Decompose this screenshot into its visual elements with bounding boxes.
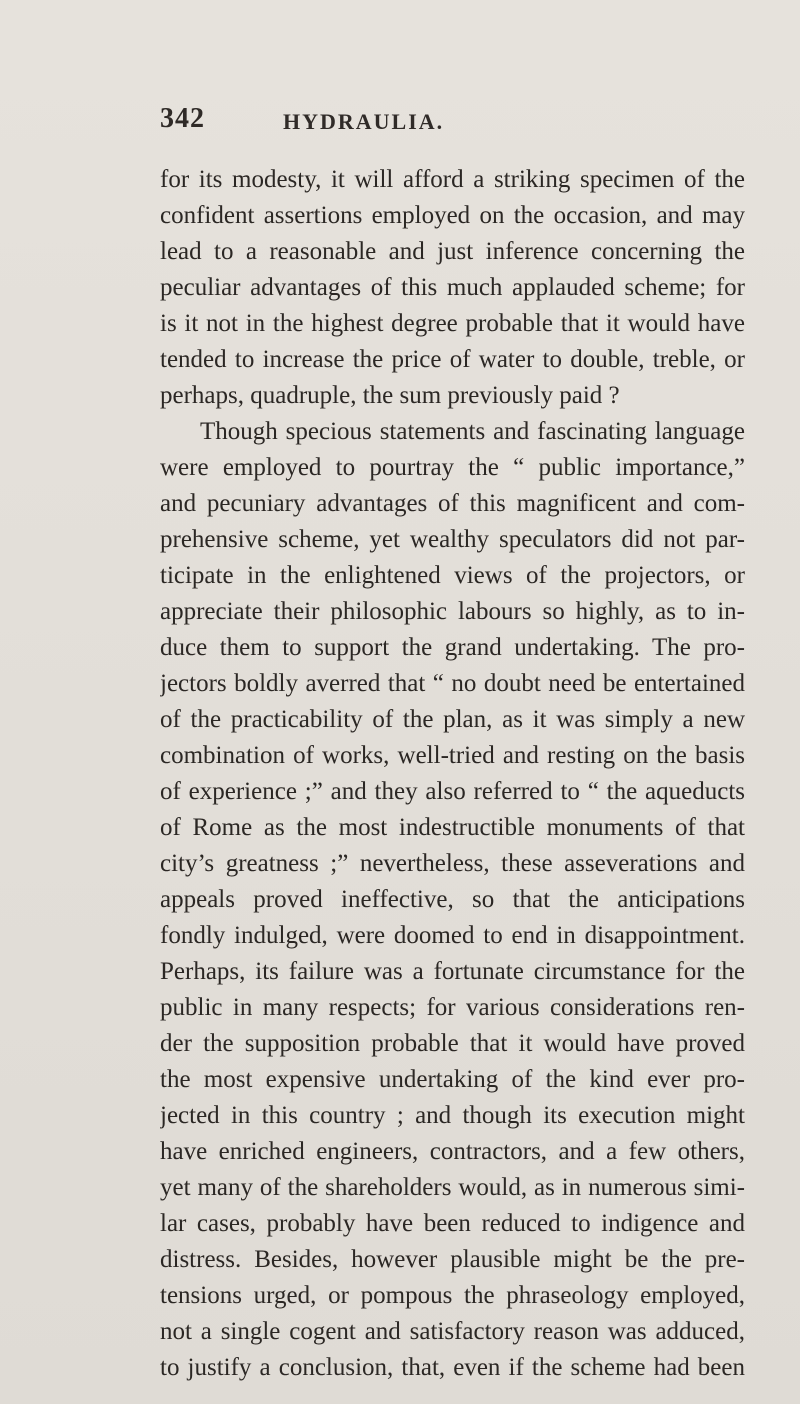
page-number: 342 [160,103,205,134]
body-text [160,160,745,1381]
text-line: of Rome as the most indestructible monuments of that [160,814,745,841]
text-line: fondly indulged, were doomed to end in disappointment. [160,922,745,949]
text-line: Though specious statements and fascinating language [200,418,745,445]
text-line: jectors boldly averred that “ no doubt need be entertained [160,670,745,697]
running-title: HYDRAULIA. [283,109,445,134]
text-line: tensions urged, or pompous the phraseology employed, [160,1282,745,1309]
text-line: Perhaps, its failure was a fortunate circumstance for the [160,958,745,985]
text-line: tended to increase the price of water to double, treble, or [160,346,745,373]
text-line: perhaps, quadruple, the sum previously paid ? [160,382,620,409]
text-line: is it not in the highest degree probable that it would have [160,310,745,337]
text-line: city’s greatness ;” nevertheless, these asseverations and [160,850,745,877]
text-line: of experience ;” and they also referred to “ the aqueducts [160,778,745,805]
text-line: distress. Besides, however plausible might be the pre- [160,1246,745,1273]
text-line: confident assertions employed on the occasion, and may [160,202,745,229]
text-line: the most expensive undertaking of the kind ever pro- [160,1066,745,1093]
text-line: peculiar advantages of this much applauded scheme; for [160,274,745,301]
text-line: prehensive scheme, yet wealthy speculators did not par- [160,526,745,553]
text-line: not a single cogent and satisfactory reason was adduced, [160,1318,745,1345]
text-line: public in many respects; for various considerations ren- [160,994,745,1021]
text-line: duce them to support the grand undertaking. The pro- [160,634,745,661]
text-line: for its modesty, it will afford a striking specimen of the [160,166,745,193]
text-line: ticipate in the enlightened views of the projectors, or [160,562,745,589]
text-line: combination of works, well-tried and resting on the basis [160,742,745,769]
text-line: der the supposition probable that it would have proved [160,1030,745,1057]
text-line: have enriched engineers, contractors, and a few others, [160,1138,745,1165]
text-line: were employed to pourtray the “ public importance,” [160,454,745,481]
text-line: and pecuniary advantages of this magnificent and com- [160,490,745,517]
text-line: of the practicability of the plan, as it was simply a new [160,706,745,733]
text-line: appeals proved ineffective, so that the anticipations [160,886,745,913]
text-line: lead to a reasonable and just inference concerning the [160,238,745,265]
running-head [160,103,720,147]
text-line: lar cases, probably have been reduced to indigence and [160,1210,745,1237]
text-line: jected in this country ; and though its execution might [160,1102,745,1129]
text-line: yet many of the shareholders would, as in numerous simi- [160,1174,745,1201]
text-line: appreciate their philosophic labours so highly, as to in- [160,598,745,625]
text-line: to justify a conclusion, that, even if the scheme had been [160,1354,745,1381]
